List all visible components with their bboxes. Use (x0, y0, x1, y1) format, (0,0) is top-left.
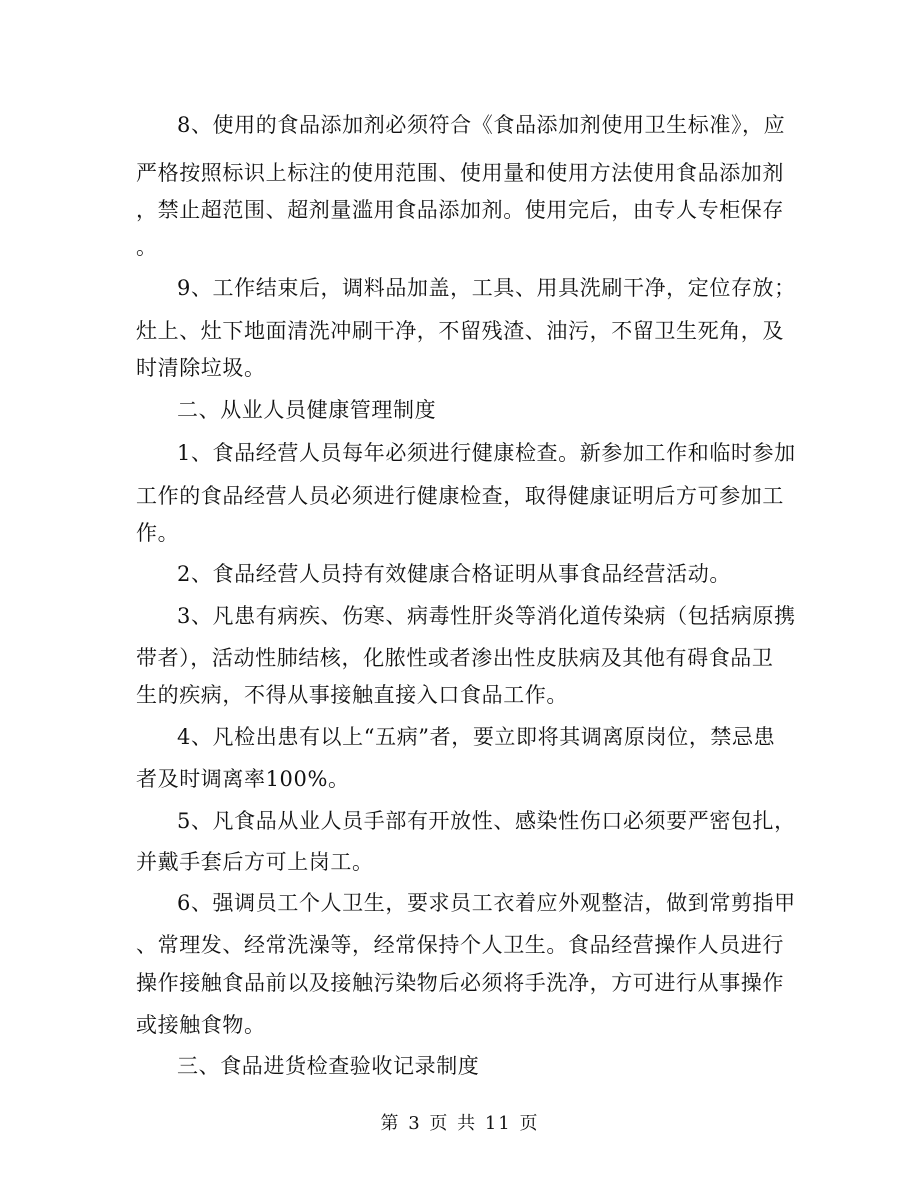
text-line-2: 严格按照标识上标注的使用范围、使用量和使用方法使用食品添加剂 (136, 161, 784, 185)
text-line-15: 生的疾病，不得从事接触直接入口食品工作。 (136, 683, 568, 707)
text-line-9: 1、食品经营人员每年必须进行健康检查。新参加工作和临时参加 (177, 441, 796, 465)
text-line-5: 9、工作结束后，调料品加盖，工具、用具洗刷干净，定位存放； (177, 276, 796, 300)
text-line-10: 工作的食品经营人员必须进行健康检查，取得健康证明后方可参加工 (136, 484, 784, 508)
text-line-18: 5、凡食品从业人员手部有开放性、感染性伤口必须要严密包扎， (177, 809, 796, 833)
text-line-4: 。 (136, 235, 158, 259)
text-line-19: 并戴手套后方可上岗工。 (136, 850, 374, 874)
text-line-1: 8、使用的食品添加剂必须符合《食品添加剂使用卫生标准》，应 (177, 113, 786, 137)
text-line-22: 操作接触食品前以及接触污染物后必须将手洗净，方可进行从事操作 (136, 971, 784, 995)
section-heading-health: 二、从业人员健康管理制度 (177, 398, 437, 422)
text-line-7: 时清除垃圾。 (136, 356, 266, 380)
page-number-footer: 第 3 页 共 11 页 (380, 1113, 540, 1134)
section-heading-inspection: 三、食品进货检查验收记录制度 (177, 1054, 480, 1078)
text-line-16: 4、凡检出患有以上“五病”者，要立即将其调离原岗位，禁忌患 (177, 725, 776, 749)
text-line-11: 作。 (136, 521, 180, 545)
text-line-14: 带者），活动性肺结核，化脓性或者渗出性皮肤病及其他有碍食品卫 (136, 646, 774, 670)
text-line-23: 或接触食物。 (136, 1013, 266, 1037)
text-line-3: ，禁止超范围、超剂量滥用食品添加剂。使用完后，由专人专柜保存 (136, 198, 784, 222)
text-line-21: 、常理发、经常洗澡等，经常保持个人卫生。食品经营操作人员进行 (136, 933, 784, 957)
text-line-13: 3、凡患有病疾、伤寒、病毒性肝炎等消化道传染病（包括病原携 (177, 604, 796, 628)
text-line-12: 2、食品经营人员持有效健康合格证明从事食品经营活动。 (177, 562, 731, 586)
text-line-20: 6、强调员工个人卫生，要求员工衣着应外观整洁，做到常剪指甲 (177, 891, 796, 915)
text-line-6: 灶上、灶下地面清洗冲刷干净，不留残渣、油污，不留卫生死角，及 (136, 319, 784, 343)
text-line-17: 者及时调离率100%。 (136, 767, 350, 791)
